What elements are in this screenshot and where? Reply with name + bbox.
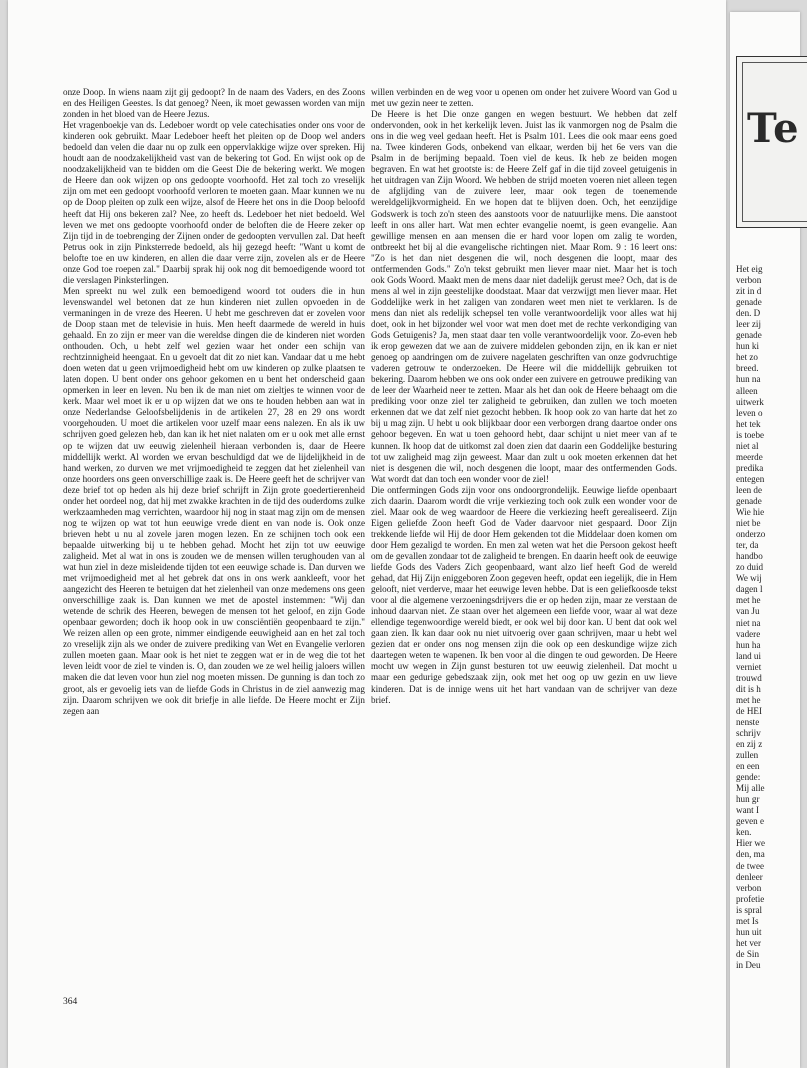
left-text-column <box>63 87 365 717</box>
facing-page-line: en zij z <box>736 739 763 750</box>
facing-page-line: hun na <box>736 374 761 385</box>
facing-page-line: dit is h <box>736 683 761 694</box>
facing-page-line: het tek <box>736 418 761 429</box>
decorative-title-frame <box>736 56 807 228</box>
facing-page-line: het ver <box>736 937 761 948</box>
facing-page-line: het zo <box>736 352 758 363</box>
facing-page-line: met Is <box>736 915 759 926</box>
facing-page-line: denleer <box>736 871 763 882</box>
facing-page-line: predika <box>736 462 764 473</box>
title-initials: Te <box>747 105 800 152</box>
facing-page-line: de Sin <box>736 948 759 959</box>
facing-page-line: gende: <box>736 772 761 783</box>
facing-page-line: uitwerk <box>736 396 764 407</box>
facing-page-line: hun ki <box>736 341 759 352</box>
facing-page-line: niet na <box>736 617 761 628</box>
page-number: 364 <box>63 997 78 1007</box>
facing-page-line: alleen <box>736 385 758 396</box>
facing-page-line: zo duid <box>736 562 764 573</box>
facing-page-line: onderzo <box>736 529 766 540</box>
facing-page-line: schrijv <box>736 727 761 738</box>
facing-page-line: niet be <box>736 518 761 529</box>
paragraph: Het vragenboekje van ds. Ledeboer wordt op vele catechisaties onder ons voor de kinderen ook gebruikt. Maar Ledeboer heeft het pleiten op de Doop wel anders bedoeld dan velen die daar nu op zulk een oppervlakkige wijze over spreken. Hij houdt aan de noodzakelijkheid vast van de bekering tot God. En wijst ook op de noodzakelijkheid van te bidden om die Geest Die de bekering werkt. We mogen de Heere dan ook wijzen op ons gedoopte voorhoofd. Het zal toch zo vreselijk zijn om met een gedoopt voorhoofd verloren te moeten gaan. Maar kunnen we nu op de Doop pleiten op zulk een wijze, alsof de Heere het ons in die Doop beloofd heeft dat Hij ons bekeren zal? Nee, zo heeft ds. Ledeboer het niet bedoeld. Wel leven we met ons gedoopte voorhoofd onder de beloften die de Heere zeker op Zijn tijd in de toebrenging der Zijnen onder de gedoopten vervullen zal. Dat heeft Petrus ook in zijn Pinksterrede bedoeld, als hij gezegd heeft: "Want u komt de belofte toe en uw kinderen, en allen die daar verre zijn, zovelen als er de Heere onze God toe roepen zal." Daarbij sprak hij ook nog dit bemoedigende woord tot die verslagen Pinksterlingen. <box>63 120 365 285</box>
facing-page-line: geven e <box>736 816 765 827</box>
facing-page-line: hun ha <box>736 639 761 650</box>
facing-page-text <box>736 264 806 971</box>
facing-page-line: van Ju <box>736 606 760 617</box>
facing-page-line: in Deu <box>736 959 761 970</box>
facing-page-line: land ui <box>736 650 762 661</box>
facing-page-line: Het eig <box>736 264 763 274</box>
facing-page-line: profetie <box>736 893 765 904</box>
facing-page-line: den. D <box>736 308 761 319</box>
facing-page-line: met he <box>736 595 761 606</box>
facing-page-line: met he <box>736 694 761 705</box>
facing-page-line: leer zij <box>736 319 761 330</box>
facing-page-line: leen de <box>736 484 763 495</box>
facing-page-line: genade <box>736 330 762 341</box>
facing-page-line: verniet <box>736 661 762 672</box>
facing-page-line: niet al <box>736 440 759 451</box>
facing-page-line: genade <box>736 495 762 506</box>
facing-page-line: trouwd <box>736 672 762 683</box>
facing-page-line: is toebe <box>736 429 765 440</box>
paragraph: De Heere is het Die onze gangen en wegen bestuurt. We hebben dat zelf ondervonden, ook in het kerkelijk leven. Juist las ik vanmorgen nog de Psalm die ons in die weg veel gedaan heeft. Het is Psalm 101. Lees die ook maar eens goed na. Twee kinderen Gods, onbekend van elkaar, werden bij het 6e vers van die Psalm in de berijming bepaald. Toen viel de keus. Ik heb ze beiden mogen begraven. En wat het grootste is: de Heere Zelf gaf in die tijd zoveel getuigenis in het uitdragen van Zijn Woord. We hebben de strijd moeten voeren niet alleen tegen de afglijding van de zuivere leer, maar ook tegen de toenemende wereldgelijkvormigheid. En we hopen dat te blijven doen. Och, het eenzijdige Godswerk is toch zo'n steen des aanstoots voor de natuurlijke mens. Die aanstoot leeft in ons aller hart. Wat men echter evangelie noemt, is geen evangelie. Aan gewillige mensen en aan mensen die er hard voor lopen om zalig te worden, ontbreekt het bij al die evangelische richtingen niet. Maar Rom. 9 : 16 leert ons: "Zo is het dan niet desgenen die wil, noch desgenen die loopt, maar des ontfermenden Gods." Zo'n tekst gebruikt men liever maar niet. Maar het is toch ook Gods Woord. Maakt men de mens daar niet dadelijk gerust mee? Och, dat is de mens al wel in zijn geestelijke doodstaat. Maar dat verzwijgt men liever maar. Het Goddelijke werk in het zaligen van zondaren weet men niet te verklaren. Is de mens dan niet als redelijk schepsel ten volle verantwoordelijk voor alles wat hij doet, ook in het bijzonder wel voor wat men doet met de rechte verkondiging van Gods Getuigenis? Ja, men staat daar ten volle verantwoordelijk voor. Zo-even heb ik erop gewezen dat we aan de zuivere middelen gebonden zijn, en ik kan er niet genoeg op aandringen om de zuivere nagelaten geschriften van onze godvruchtige vaderen getrouw te onderzoeken. De Heere wil die middellijk gebruiken tot bekering. Daarom hebben we ons ook onder een zuivere en getrouwe prediking van de leer der Waarheid neer te zetten. Maar als het dan ook de Heere behaagt om die prediking voor onze ziel ter zaligheid te gebruiken, dan zullen we toch moeten erkennen dat we dat zelf niet gezocht hebben. Ik hoop ook zo van harte dat het zo bij u mag zijn. U hebt u ook blijkbaar door een verborgen drang daartoe onder ons gehoor begeven. En wat u toen gehoord hebt, daar schijnt u niet meer van af te kunnen. Ik hoop dat de uitkomst zal doen zien dat daarin een Goddelijke besturing tot uw zaligheid mag zijn geweest. Maar dan zult u ook moeten erkennen dat het niet is desgenen die wil, noch desgenen die loopt, maar des ontfermenden Gods. Wat wordt dat dan toch een wonder voor de ziel! <box>371 109 677 484</box>
facing-page-line: is spral <box>736 904 763 915</box>
page-364 <box>8 0 726 1068</box>
facing-page-line: vadere <box>736 628 761 639</box>
facing-page-line: Mij alle <box>736 783 765 794</box>
paragraph: Die ontfermingen Gods zijn voor ons ondoorgrondelijk. Eeuwige liefde openbaart zich daarin. Daarom wordt die vrije verkiezing toch ook zulk een wonder voor de ziel. Maar ook de weg waardoor de Heere die verkiezing heeft gerealiseerd. Zijn Eigen geliefde Zoon heeft God de Vader daarvoor niet gespaard. Door Zijn trekkende liefde wil Hij de door Hem gekenden tot die Middelaar doen komen om door Hem gezaligd te worden. En men zal weten wat het die Persoon gekost heeft om de gevallen zondaar tot de zaligheid te brengen. En daarin heeft ook de eeuwige liefde Gods des Vaders Zich geopenbaard, want alzo lief heeft God de wereld gehad, dat Hij Zijn eniggeboren Zoon gegeven heeft, opdat een iegelijk, die in Hem gelooft, niet verderve, maar het eeuwige leven hebbe. Dat is een geliefkoosde tekst voor al die algemene verzoeningsdrijvers die er op heden zijn, maar ze verstaan de inhoud daarvan niet. Ze staan over het algemeen een liefde voor, waar al wat deze ellendige tegenwoordige wereld biedt, er ook wel bij door kan. U bent dat ook wel gaan zien. Ik kan daar ook nu niet uitvoerig over gaan schrijven, maar u hebt wel gezien dat er onder ons nog mensen zijn die ook op een deskundige wijze zich daartegen weten te wapenen. Ik ben voor al die dingen te oud geworden. De Heere mocht uw wegen in Zijn gunst besturen tot uw eeuwig zielenheil. Dat mocht u maar een gedurige gebedszaak zijn, ook met het oog op uw gezin en uw lieve kinderen. Dat is de innige wens uit het hart vandaan van de schrijver van deze brief. <box>371 484 677 705</box>
paragraph: onze Doop. In wiens naam zijt gij gedoopt? In de naam des Vaders, en des Zoons en des Heiligen Geestes. Is dat genoeg? Neen, ik moet gewassen worden van mijn zonden in het bloed van de Heere Jezus. <box>63 87 365 120</box>
facing-page-fragment <box>730 12 800 1068</box>
facing-page-line: zit in d <box>736 286 762 297</box>
facing-page-line: breed. <box>736 363 759 374</box>
facing-page-line: We wij <box>736 573 762 584</box>
facing-page-line: den, ma <box>736 849 765 860</box>
facing-page-line: leven o <box>736 407 763 418</box>
facing-page-line: nenste <box>736 716 760 727</box>
paragraph: Men spreekt nu wel zulk een bemoedigend woord tot ouders die in hun levenswandel wel betonen dat ze hun kinderen niet zullen opvoeden in de vermaningen in de vreze des Heeren. U hebt me geschreven dat er zovelen voor de Doop staan met de televisie in huis. Men heeft daarmede de wereld in huis gehaald. En zo zijn er meer van die wereldse dingen die de kinderen niet worden onthouden. Och, u hebt zelf wel gezien waar het onder een schijn van rechtzinnigheid heengaat. En u gevoelt dat dit zo niet kan. Vandaar dat u me hebt doen weten dat u geen vrijmoedigheid hebt om uw kinderen op zulke plaatsen te laten dopen. U bent onder ons gehoor gekomen en u bent het onderscheid gaan opmerken in leer en leven. Nu ben ik de man niet om zieltjes te winnen voor de kerk. Maar wel moet ik er u op wijzen dat we ons te houden hebben aan wat in onze Nederlandse Geloofsbelijdenis in de artikelen 27, 28 en 29 ons wordt voorgehouden. U moet die artikelen voor uzelf maar eens nalezen. En als ik uw schrijven goed gelezen heb, dan kan ik het niet nalaten om er u ook met alle ernst op te wijzen dat uw eeuwig zielenheil hieraan verbonden is, daar de Heere middellijk werkt. Al worden we ervan beschuldigd dat we de lijdelijkheid in de hand werken, zo durven we met vrijmoedigheid te zeggen dat het zielenheil van onze hoorders ons geen onverschillige zaak is. De Heere geeft het de schrijver van deze brief tot op heden als hij deze brief schrijft in Zijn grote goedertierenheid onder het oordeel nog, dat hij met zwakke krachten in de tijd des ouderdoms zulke werkzaamheden mag verrichten, waardoor hij nog in staat mag zijn om de mensen nog te wijzen op wat tot hun eeuwige vrede dient en van node is. Ook onze brieven hebt u nu al zovele jaren mogen lezen. En ze schijnen toch ook een bepaalde uitwerking bij u te hebben gehad. Mocht het zijn tot uw eeuwige zaligheid. Met al wat in ons is zouden we de mensen willen terughouden van al wat hun ziel in deze misleidende tijden tot een eeuwige schade is. Dan durven we met vrijmoedigheid met al het gebrek dat ons in ons werk aankleeft, voor het aangezicht des Heeren te betuigen dat het zielenheil van onze medemens ons geen onverschillige zaak is. Dan kunnen we met de apostel instemmen: "Wij dan wetende de schrik des Heeren, bewegen de mensen tot het geloof, en zijn Gode openbaar geworden; doch ik hoop ook in uw consciëntiën geopenbaard te zijn." We reizen allen op een grote, nimmer eindigende eeuwigheid aan en het zal toch zo vreselijk zijn als we onder de zuivere prediking van Wet en Evangelie verloren zullen moeten gaan. Maar ook is het niet te zeggen wat er in de weg die tot het leven leidt voor de ziel te vinden is. O, dan zouden we ze wel heilig jaloers willen maken die dat leven voor hun ziel nog moeten missen. De gunning is dan toch zo groot, als er gevoelig iets van de liefde Gods in Christus in de ziel aanwezig mag zijn. Daarom schrijven we ook dit briefje in alle liefde. De Heere mocht er Zijn zegen aan <box>63 285 365 716</box>
facing-page-line: ken. <box>736 827 752 838</box>
facing-page-line: verbon <box>736 275 762 286</box>
facing-page-line: zullen <box>736 750 759 761</box>
facing-page-line: en een <box>736 761 760 772</box>
facing-page-line: entegen <box>736 473 765 484</box>
right-text-column <box>371 87 677 706</box>
facing-page-line: want I <box>736 805 759 816</box>
facing-page-line: hun gr <box>736 794 760 805</box>
facing-page-line: hun uit <box>736 926 762 937</box>
facing-page-line: Hier we <box>736 838 766 849</box>
facing-page-line: verbon <box>736 882 762 893</box>
facing-page-line: meerde <box>736 451 763 462</box>
paragraph: willen verbinden en de weg voor u openen om onder het zuivere Woord van God u met uw gezin neer te zetten. <box>371 87 677 109</box>
facing-page-line: handbo <box>736 551 763 562</box>
facing-page-line: Wie hie <box>736 507 765 518</box>
facing-page-line: dagen l <box>736 584 763 595</box>
facing-page-line: ter, da <box>736 540 759 551</box>
facing-page-line: de twee <box>736 860 765 871</box>
facing-page-line: de HEI <box>736 705 763 716</box>
facing-page-line: genade <box>736 297 762 308</box>
